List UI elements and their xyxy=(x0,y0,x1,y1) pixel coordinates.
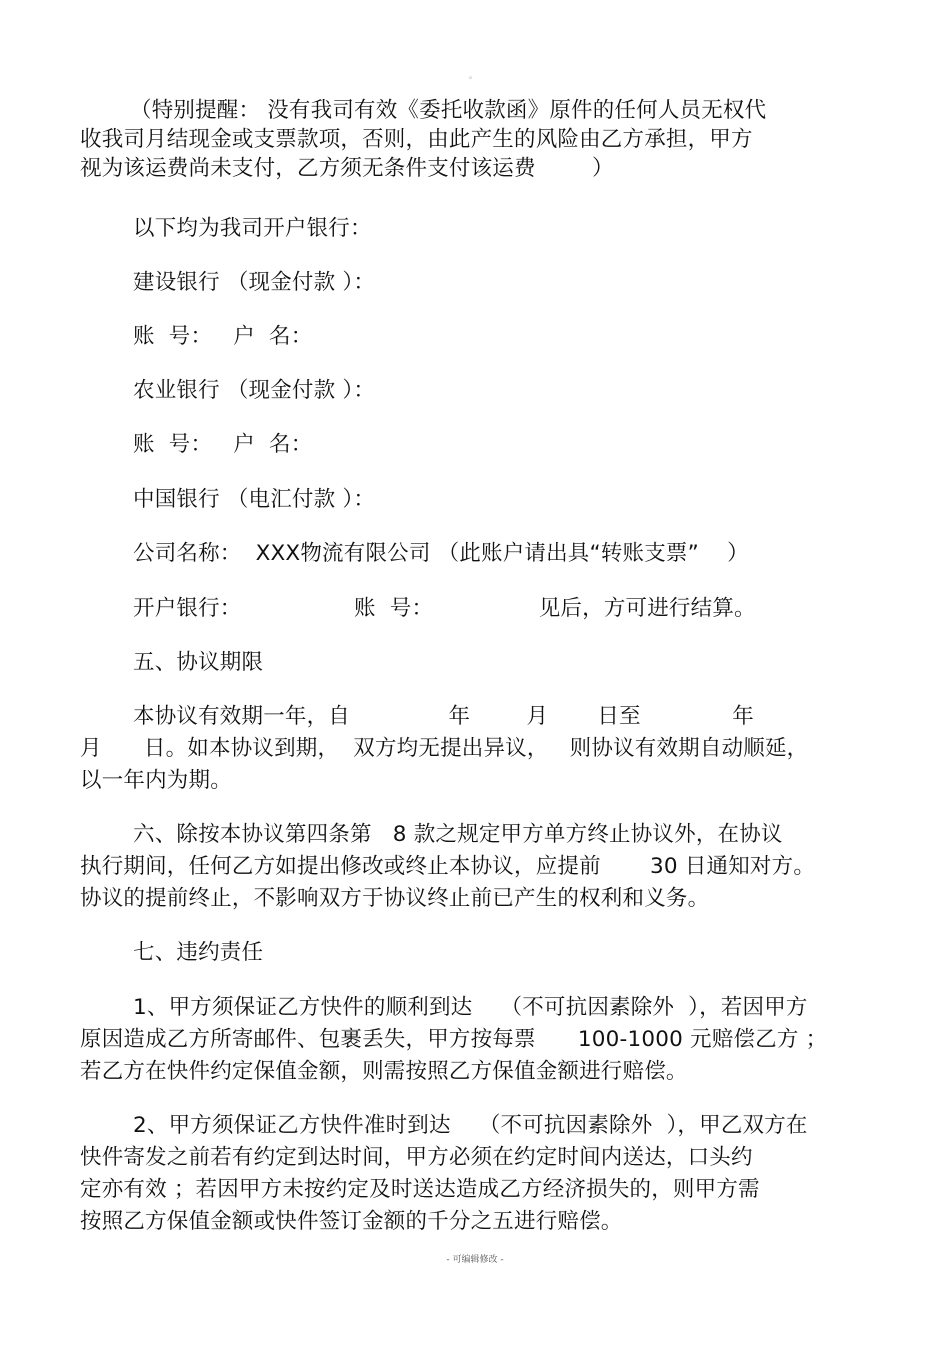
text-line-section-6-3: 协议的提前终止，不影响双方于协议终止前已产生的权利和义务。 xyxy=(80,886,710,911)
page-footer: - 可编辑修改 - xyxy=(446,1255,504,1265)
text-line-bank-account-1: 开户银行： 账 号： 见后，方可进行结算。 xyxy=(133,596,756,621)
text-line-reminder-2: 收我司月结现金或支票款项，否则，由此产生的风险由乙方承担，甲方 xyxy=(80,127,753,152)
text-line-clause-7-2-3: 定亦有效 ；若因甲方未按约定及时送达造成乙方经济损失的，则甲方需 xyxy=(80,1177,760,1202)
text-line-ccb-account-1: 账 号： 户 名： xyxy=(133,324,313,349)
text-line-clause-7-1-3: 若乙方在快件约定保值金额，则需按照乙方保值金额进行赔偿。 xyxy=(80,1059,688,1084)
text-line-section-7-title-1: 七、违约责任 xyxy=(133,940,264,965)
text-line-section-5-body-1: 本协议有效期一年，自 年 月 日至 年 xyxy=(133,704,754,729)
text-line-section-5-body-3: 以一年内为期。 xyxy=(80,768,232,793)
text-line-company-1: 公司名称： XXX物流有限公司 （此账户请出具“转账支票” ） xyxy=(133,541,749,566)
text-line-clause-7-2-4: 按照乙方保值金额或快件签订金额的千分之五进行赔偿。 xyxy=(80,1209,623,1234)
text-line-section-5-body-2: 月 日。如本协议到期， 双方均无提出异议， 则协议有效期自动顺延， xyxy=(80,736,809,761)
text-line-clause-7-2-1: 2、甲方须保证乙方快件准时到达 （不可抗因素除外 ），甲乙双方在 xyxy=(133,1113,808,1138)
text-line-reminder-1: （特别提醒： 没有我司有效《委托收款函》原件的任何人员无权代 xyxy=(130,98,767,123)
text-line-clause-7-1-1: 1、甲方须保证乙方快件的顺利到达 （不可抗因素除外 ），若因甲方 xyxy=(133,995,808,1020)
text-line-clause-7-1-2: 原因造成乙方所寄邮件、包裹丢失，甲方按每票 100-1000 元赔偿乙方 ； xyxy=(80,1027,828,1052)
text-line-abc-account-1: 账 号： 户 名： xyxy=(133,432,313,457)
text-line-clause-7-2-2: 快件寄发之前若有约定到达时间，甲方必须在约定时间内送达，口头约 xyxy=(80,1145,753,1170)
text-line-ccb-1: 建设银行 （现金付款 ）： xyxy=(133,270,376,295)
text-line-section-6-1: 六、除按本协议第四条第 8 款之规定甲方单方终止协议外，在协议 xyxy=(133,822,783,847)
text-line-boc-1: 中国银行 （电汇付款 ）： xyxy=(133,487,376,512)
top-mark: 。 xyxy=(469,71,477,80)
text-line-banks-intro-1: 以下均为我司开户银行： xyxy=(133,216,372,241)
text-line-abc-1: 农业银行 （现金付款 ）： xyxy=(133,378,376,403)
text-line-reminder-3: 视为该运费尚未支付，乙方须无条件支付该运费 ） xyxy=(80,156,614,181)
text-line-section-6-2: 执行期间，任何乙方如提出修改或终止本协议，应提前 30 日通知对方。 xyxy=(80,854,816,879)
text-line-section-5-title-1: 五、协议期限 xyxy=(133,650,264,675)
